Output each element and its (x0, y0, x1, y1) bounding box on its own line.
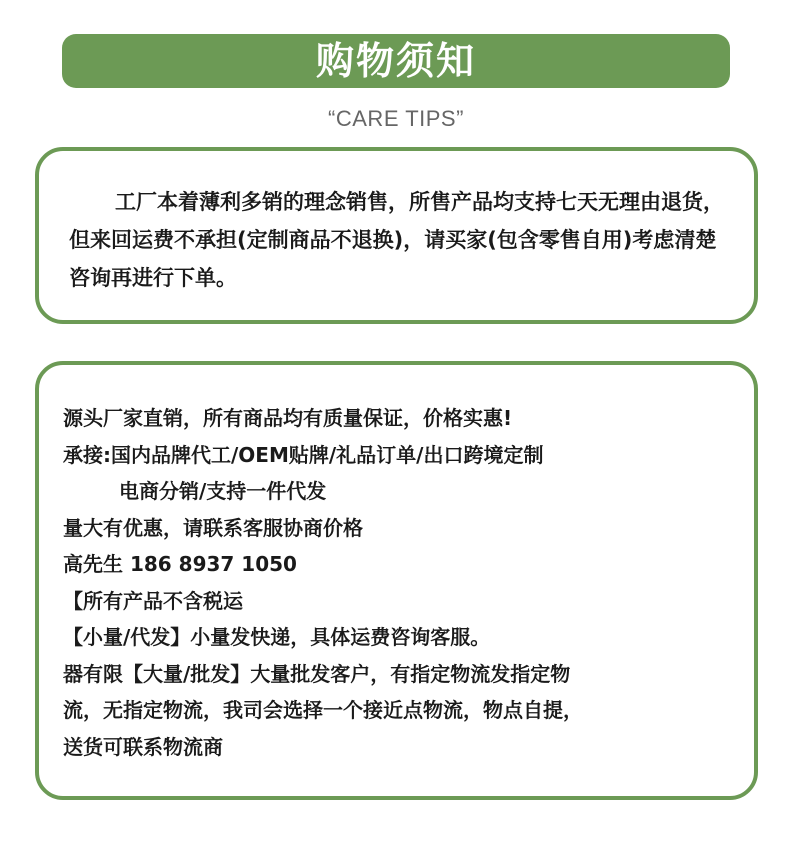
info-line: 流，无指定物流，我司会选择一个接近点物流，物点自提， (63, 698, 583, 722)
subtitle: “CARE TIPS” (328, 106, 464, 131)
info-line: 【所有产品不含税运 (63, 588, 243, 613)
contact-phone: 高先生 186 8937 1050 (63, 552, 297, 576)
info-line: 源头厂家直销，所有商品均有质量保证，价格实惠! (63, 406, 513, 430)
info-line: 器有限【大量/批发】大量批发客户，有指定物流发指定物 (63, 661, 571, 686)
notice-text: 工厂本着薄利多销的理念销售，所售产品均支持七天无理由退货，但来回运费不承担(定制商品不退换)，请买家(包含零售自用)考虑清楚咨询再进行下单。 (69, 190, 724, 290)
info-line: 【小量/代发】小量发快递，具体运费咨询客服。 (63, 625, 491, 649)
info-card (35, 361, 758, 800)
info-line: 送货可联系物流商 (63, 734, 223, 759)
info-line: 量大有优惠，请联系客服协商价格 (63, 515, 363, 540)
page-title: 购物须知 (315, 39, 476, 83)
info-line: 电商分销/支持一件代发 (119, 479, 327, 503)
title-banner (62, 34, 730, 88)
info-line: 承接:国内品牌代工/OEM贴牌/礼品订单/出口跨境定制 (63, 442, 544, 467)
notice-card (35, 147, 758, 324)
